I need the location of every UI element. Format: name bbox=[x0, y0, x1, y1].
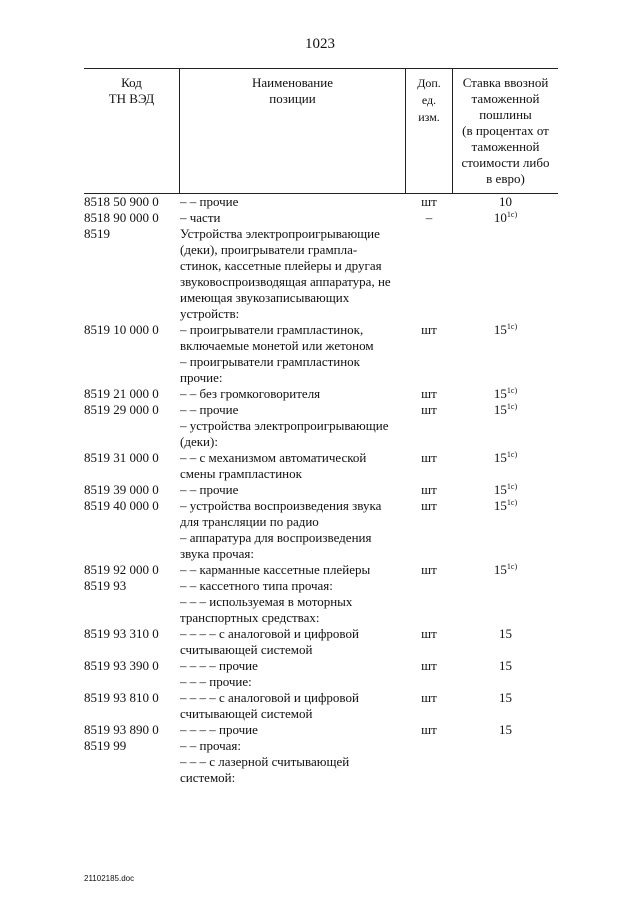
row-name: – – с механизмом автоматической смены грампластинок bbox=[180, 450, 367, 481]
row-code: 8519 93 bbox=[84, 578, 127, 593]
row-code: 8518 90 000 0 bbox=[84, 210, 159, 225]
row-rate-value: 15 bbox=[499, 626, 512, 641]
header-code: Код ТН ВЭД bbox=[108, 75, 155, 106]
row-name: – – прочие bbox=[180, 194, 239, 209]
header-rate: Ставка ввозной таможенной пошлины (в процентах от таможенной стоимости либо в евро) bbox=[461, 75, 550, 186]
row-rate-value: 15 bbox=[499, 658, 512, 673]
table-row bbox=[84, 626, 604, 658]
row-code: 8519 93 890 0 bbox=[84, 722, 159, 737]
row-rate-value: 10 bbox=[499, 194, 512, 209]
row-rate-value: 15 bbox=[499, 690, 512, 705]
row-rate-footnote: 1c) bbox=[506, 482, 518, 491]
table-row bbox=[84, 450, 604, 482]
table-row bbox=[84, 210, 604, 226]
row-rate-footnote: 1c) bbox=[506, 498, 518, 507]
row-name: – – без громкоговорителя bbox=[180, 386, 321, 401]
row-name: – – карманные кассетные плейеры bbox=[180, 562, 371, 577]
row-unit: шт bbox=[421, 386, 437, 401]
row-name: – – прочие bbox=[180, 482, 239, 497]
row-name: – – – – с аналоговой и цифровой считывающей системой bbox=[180, 690, 359, 721]
footer-filename: 21102185.doc bbox=[84, 874, 135, 883]
row-rate-footnote: 1c) bbox=[506, 562, 518, 571]
row-name: – проигрыватели грампластинок, включаемые монетой или жетоном bbox=[180, 322, 374, 353]
row-rate-value: 15 bbox=[493, 386, 507, 401]
row-rate-footnote: 1c) bbox=[506, 450, 518, 459]
table-row bbox=[84, 418, 604, 450]
row-unit: шт bbox=[421, 402, 437, 417]
row-name: – – – прочие: bbox=[180, 674, 252, 689]
table-row bbox=[84, 658, 604, 674]
row-code: 8519 31 000 0 bbox=[84, 450, 159, 465]
row-code: 8519 93 310 0 bbox=[84, 626, 159, 641]
header-unit: Доп. ед. изм. bbox=[417, 76, 441, 124]
table-row bbox=[84, 690, 604, 722]
row-rate-value: 15 bbox=[493, 450, 507, 465]
row-unit: шт bbox=[421, 722, 437, 737]
row-name: – – – – прочие bbox=[180, 722, 258, 737]
row-unit: шт bbox=[421, 450, 437, 465]
row-rate bbox=[453, 690, 558, 706]
table-row bbox=[84, 722, 604, 738]
table-body bbox=[84, 194, 604, 786]
row-rate-value: 15 bbox=[493, 482, 507, 497]
table-row bbox=[84, 226, 604, 322]
row-name: Устройства электропроигрывающие (деки), проигрыватели грампла- стинок, кассетные плейеры и другая звуковоспроизводящая аппаратура, не имеющая звукозаписывающих устройств: bbox=[180, 226, 391, 321]
row-rate-value: 15 bbox=[493, 322, 507, 337]
row-rate bbox=[453, 210, 558, 226]
row-rate bbox=[453, 450, 558, 466]
table-row bbox=[84, 322, 604, 354]
row-rate bbox=[453, 402, 558, 418]
row-name: – проигрыватели грампластинок прочие: bbox=[180, 354, 361, 385]
table-row bbox=[84, 674, 604, 690]
row-rate bbox=[453, 626, 558, 642]
row-rate-value: 10 bbox=[493, 210, 507, 225]
table-row bbox=[84, 578, 604, 594]
row-rate bbox=[453, 322, 558, 338]
row-name: – – – с лазерной считывающей системой: bbox=[180, 754, 350, 785]
row-name: – – прочая: bbox=[180, 738, 242, 753]
row-unit: шт bbox=[421, 194, 437, 209]
table-row bbox=[84, 386, 604, 402]
row-name: – части bbox=[180, 210, 221, 225]
table-row bbox=[84, 402, 604, 418]
row-name: – – – используемая в моторных транспортных средствах: bbox=[180, 594, 353, 625]
row-rate bbox=[453, 498, 558, 514]
row-code: 8518 50 900 0 bbox=[84, 194, 159, 209]
row-rate-footnote: 1c) bbox=[506, 386, 518, 395]
row-rate bbox=[453, 658, 558, 674]
table-header bbox=[84, 68, 558, 194]
row-code: 8519 99 bbox=[84, 738, 127, 753]
row-name: – – кассетного типа прочая: bbox=[180, 578, 333, 593]
row-unit: шт bbox=[421, 482, 437, 497]
table-row bbox=[84, 530, 604, 562]
row-name: – аппаратура для воспроизведения звука прочая: bbox=[180, 530, 372, 561]
table-row bbox=[84, 738, 604, 754]
row-name: – устройства электропроигрывающие (деки): bbox=[180, 418, 389, 449]
row-name: – устройства воспроизведения звука для трансляции по радио bbox=[180, 498, 382, 529]
row-rate-value: 15 bbox=[499, 722, 512, 737]
row-rate bbox=[453, 386, 558, 402]
row-code: 8519 39 000 0 bbox=[84, 482, 159, 497]
row-code: 8519 93 810 0 bbox=[84, 690, 159, 705]
row-name: – – – – с аналоговой и цифровой считывающей системой bbox=[180, 626, 359, 657]
row-rate-value: 15 bbox=[493, 402, 507, 417]
table-row bbox=[84, 498, 604, 530]
row-rate bbox=[453, 722, 558, 738]
row-unit: шт bbox=[421, 498, 437, 513]
row-rate-footnote: 1c) bbox=[506, 402, 518, 411]
row-code: 8519 bbox=[84, 226, 110, 241]
row-rate-value: 15 bbox=[493, 562, 507, 577]
row-unit: шт bbox=[421, 322, 437, 337]
table-row bbox=[84, 194, 604, 210]
row-code: 8519 40 000 0 bbox=[84, 498, 159, 513]
row-rate-footnote: 1c) bbox=[506, 322, 518, 331]
table-row bbox=[84, 562, 604, 578]
row-rate-footnote: 1c) bbox=[506, 210, 518, 219]
row-unit: шт bbox=[421, 562, 437, 577]
row-rate-value: 15 bbox=[493, 498, 507, 513]
row-unit: шт bbox=[421, 658, 437, 673]
row-unit: шт bbox=[421, 626, 437, 641]
row-unit: шт bbox=[421, 690, 437, 705]
row-name: – – прочие bbox=[180, 402, 239, 417]
row-code: 8519 92 000 0 bbox=[84, 562, 159, 577]
table-row bbox=[84, 482, 604, 498]
row-name: – – – – прочие bbox=[180, 658, 258, 673]
row-rate bbox=[453, 482, 558, 498]
table-row bbox=[84, 354, 604, 386]
row-code: 8519 21 000 0 bbox=[84, 386, 159, 401]
table-row bbox=[84, 594, 604, 626]
header-name: Наименование позиции bbox=[252, 75, 333, 106]
row-code: 8519 93 390 0 bbox=[84, 658, 159, 673]
row-code: 8519 29 000 0 bbox=[84, 402, 159, 417]
table-row bbox=[84, 754, 604, 786]
row-rate bbox=[453, 562, 558, 578]
row-unit: – bbox=[425, 210, 433, 225]
row-rate bbox=[453, 194, 558, 210]
page-number: 1023 bbox=[305, 36, 335, 52]
row-code: 8519 10 000 0 bbox=[84, 322, 159, 337]
